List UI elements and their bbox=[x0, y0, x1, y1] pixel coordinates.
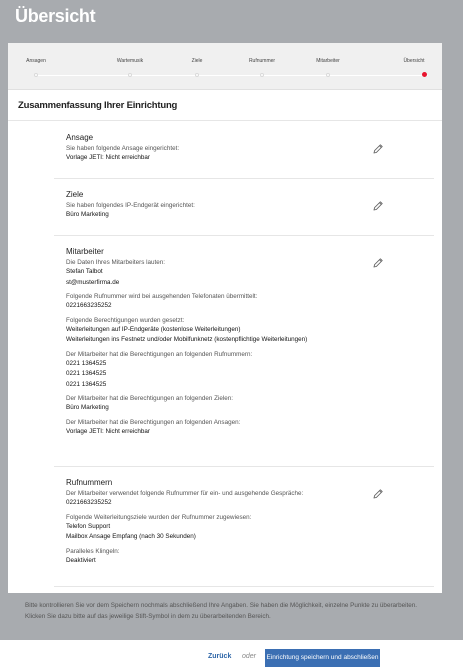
section-rufnummern-title: Rufnummern bbox=[66, 478, 113, 487]
section-ziele bbox=[66, 189, 386, 221]
parallel-ringing-label: Paralleles Klingeln: bbox=[66, 547, 120, 555]
edit-mitarbeiter-pencil-icon[interactable] bbox=[372, 257, 384, 269]
rufnummer-value: 0221663235252 bbox=[66, 499, 112, 506]
divider bbox=[54, 586, 434, 587]
step-ziele[interactable]: Ziele bbox=[191, 58, 203, 64]
back-link[interactable]: Zurück bbox=[208, 653, 232, 660]
step-dot-rufnummer bbox=[260, 73, 264, 77]
step-dot-uebersicht-active bbox=[422, 72, 427, 77]
edit-rufnummern-pencil-icon[interactable] bbox=[372, 488, 384, 500]
summary-title: Zusammenfassung Ihrer Einrichtung bbox=[18, 100, 178, 111]
edit-ziele-pencil-icon[interactable] bbox=[372, 200, 384, 212]
or-text: oder bbox=[242, 653, 257, 660]
forward-targets-label: Folgende Weiterleitungsziele wurden der Rufnummer zugewiesen: bbox=[66, 513, 252, 521]
forward-target: Mailbox Ansage Empfang (nach 30 Sekunden) bbox=[66, 533, 196, 540]
ziele-label: Sie haben folgendes IP-Endgerät eingerichtet: bbox=[66, 202, 195, 209]
bottom-action-bar bbox=[0, 640, 463, 667]
ansage-value: Vorlage JETI: Nicht erreichbar bbox=[66, 154, 150, 161]
stepper-line bbox=[36, 75, 428, 76]
outgoing-number-value: 0221663235252 bbox=[66, 302, 112, 309]
parallel-ringing-value: Deaktiviert bbox=[66, 556, 96, 564]
step-dot-wartemusik bbox=[128, 73, 132, 77]
permission-number: 0221 1364525 bbox=[66, 359, 107, 367]
rufnummer-label: Der Mitarbeiter verwendet folgende Rufnummer für ein- und ausgehende Gespräche: bbox=[66, 490, 304, 497]
outgoing-number-label: Folgende Rufnummer wird bei ausgehenden Telefonaten übermittelt: bbox=[66, 293, 258, 300]
permission-numbers-label: Der Mitarbeiter hat die Berechtigungen an folgenden Rufnummern: bbox=[66, 350, 253, 358]
step-mitarbeiter[interactable]: Mitarbeiter bbox=[316, 58, 340, 64]
page-header bbox=[0, 0, 463, 40]
section-ansage-title: Ansage bbox=[66, 133, 94, 142]
permission-announcements-value: Vorlage JETI: Nicht erreichbar bbox=[66, 427, 150, 435]
divider bbox=[54, 235, 434, 236]
mitarbeiter-name: Stefan Talbot bbox=[66, 268, 103, 275]
permission-item: Weiterleitungen auf IP-Endgeräte (kostenlose Weiterleitungen) bbox=[66, 325, 241, 333]
mitarbeiter-data-label: Die Daten Ihres Mitarbeiters lauten: bbox=[66, 259, 166, 266]
permission-number: 0221 1364525 bbox=[66, 380, 107, 388]
step-wartemusik[interactable]: Wartemusik bbox=[116, 58, 144, 64]
mitarbeiter-email: st@musterfirma.de bbox=[66, 278, 120, 286]
permission-targets-label: Der Mitarbeiter hat die Berechtigungen an folgenden Zielen: bbox=[66, 395, 233, 402]
section-ansage bbox=[66, 132, 386, 164]
step-uebersicht[interactable]: Übersicht bbox=[403, 58, 425, 64]
section-ziele-title: Ziele bbox=[66, 190, 84, 199]
permission-number: 0221 1364525 bbox=[66, 370, 107, 377]
review-note: Bitte kontrollieren Sie vor dem Speichern nochmals abschließend Ihre Angaben. Sie haben die Möglichkeit, einzelne Punkte zu überarbeiten. Klicken Sie dazu bitte auf das jeweilige Stift-Symbol in dem zu überarbeitenden Bereich. bbox=[25, 602, 418, 620]
divider bbox=[54, 466, 434, 467]
wizard-stepper bbox=[8, 43, 442, 90]
ansage-label: Sie haben folgende Ansage eingerichtet: bbox=[66, 145, 180, 152]
step-dot-ziele bbox=[195, 73, 199, 77]
step-dot-mitarbeiter bbox=[326, 73, 330, 77]
ziele-value: Büro Marketing bbox=[66, 211, 109, 218]
step-ansagen[interactable]: Ansagen bbox=[26, 58, 46, 64]
page-title: Übersicht bbox=[15, 6, 96, 26]
permissions-label: Folgende Berechtigungen wurden gesetzt: bbox=[66, 316, 185, 324]
save-and-finish-button[interactable]: Einrichtung speichern und abschließen bbox=[265, 649, 380, 667]
section-mitarbeiter-title: Mitarbeiter bbox=[66, 247, 104, 256]
divider bbox=[8, 120, 442, 121]
permission-announcements-label: Der Mitarbeiter hat die Berechtigungen an folgenden Ansagen: bbox=[66, 418, 241, 426]
permission-targets-value: Büro Marketing bbox=[66, 404, 109, 411]
section-mitarbeiter bbox=[66, 246, 386, 437]
forward-target: Telefon Support bbox=[66, 522, 111, 530]
section-rufnummern bbox=[66, 477, 386, 566]
permission-item: Weiterleitungen ins Festnetz und/oder Mobilfunknetz (kostenpflichtige Weiterleitungen) bbox=[66, 336, 308, 343]
divider bbox=[54, 178, 434, 179]
step-rufnummer[interactable]: Rufnummer bbox=[248, 58, 276, 64]
step-dot-ansagen bbox=[34, 73, 38, 77]
wizard-card bbox=[8, 43, 442, 593]
edit-ansage-pencil-icon[interactable] bbox=[372, 143, 384, 155]
